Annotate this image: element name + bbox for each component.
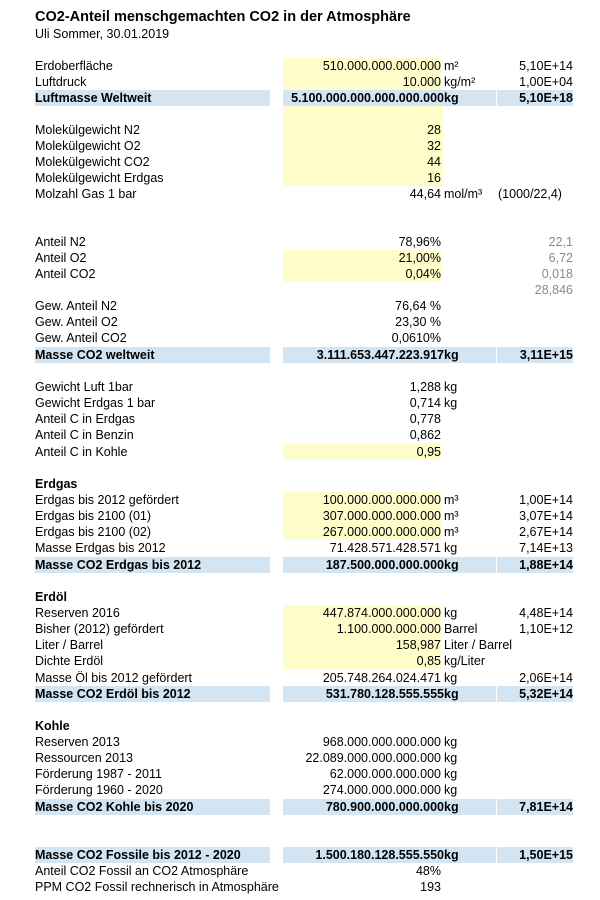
scientific-cell[interactable]: 28,846: [534, 283, 573, 297]
scientific-cell[interactable]: [497, 395, 573, 411]
table-row: [0, 411, 600, 427]
unit-cell[interactable]: mol/m³: [444, 187, 483, 201]
value-cell[interactable]: 5.100.000.000.000.000.000: [283, 90, 444, 106]
table-row: [0, 154, 600, 170]
value-cell[interactable]: 1.500.180.128.555.550: [283, 847, 444, 863]
sheet-subtitle: Uli Sommer, 30.01.2019: [35, 27, 170, 41]
scientific-cell[interactable]: [497, 298, 573, 314]
table-row: [0, 605, 600, 621]
scientific-cell[interactable]: [497, 138, 573, 154]
unit-cell[interactable]: kg/Liter: [444, 654, 485, 668]
label-cell[interactable]: Molekülgewicht N2: [35, 123, 140, 137]
unit-cell[interactable]: kg: [444, 671, 458, 685]
table-row: [0, 540, 600, 556]
value-cell[interactable]: 76,64 %: [395, 299, 441, 313]
unit-cell[interactable]: m³: [444, 493, 459, 507]
scientific-cell[interactable]: [497, 122, 573, 138]
label-cell[interactable]: Molekülgewicht O2: [35, 139, 141, 153]
value-cell[interactable]: 205.748.264.024.471: [322, 671, 441, 685]
scientific-cell[interactable]: 5,10E+14: [519, 59, 573, 73]
table-row: [0, 314, 600, 330]
unit-cell[interactable]: [444, 298, 496, 314]
label-cell[interactable]: Anteil C in Benzin: [35, 428, 134, 442]
label-cell[interactable]: Erdöl: [35, 590, 67, 604]
label-cell[interactable]: Kohle: [35, 719, 70, 733]
scientific-cell[interactable]: 1,00E+04: [519, 75, 573, 89]
scientific-cell[interactable]: 0,018: [541, 267, 573, 281]
table-row: [0, 74, 600, 90]
unit-cell[interactable]: Barrel: [444, 622, 478, 636]
label-cell[interactable]: Anteil CO2 Fossil an CO2 Atmosphäre: [35, 864, 249, 878]
unit-cell[interactable]: [444, 863, 496, 879]
scientific-cell[interactable]: [497, 170, 573, 186]
table-row: [0, 298, 600, 314]
value-cell[interactable]: 274.000.000.000.000: [322, 783, 441, 797]
scientific-cell[interactable]: 7,14E+13: [519, 541, 573, 555]
label-cell[interactable]: [35, 282, 275, 298]
value-cell[interactable]: 267.000.000.000.000: [283, 524, 441, 540]
label-cell[interactable]: Masse Erdgas bis 2012: [35, 541, 166, 555]
table-row: [0, 670, 600, 686]
label-cell[interactable]: Masse CO2 Kohle bis 2020: [35, 799, 270, 815]
table-row: [0, 750, 600, 766]
section-header: [0, 718, 600, 734]
table-row: [0, 58, 600, 74]
unit-cell[interactable]: [444, 170, 496, 186]
unit-cell[interactable]: kg: [444, 606, 458, 620]
total-row: [0, 347, 600, 363]
unit-cell[interactable]: kg: [444, 767, 458, 781]
value-cell[interactable]: 48%: [415, 864, 441, 878]
value-cell[interactable]: 447.874.000.000.000: [283, 605, 441, 621]
scientific-cell[interactable]: 2,06E+14: [519, 671, 573, 685]
label-cell[interactable]: Liter / Barrel: [35, 638, 104, 652]
scientific-cell[interactable]: [497, 379, 573, 395]
label-cell[interactable]: PPM CO2 Fossil rechnerisch in Atmosphäre: [35, 880, 279, 894]
label-cell[interactable]: Anteil CO2: [35, 267, 96, 281]
value-cell[interactable]: 158,987: [283, 637, 441, 653]
unit-cell[interactable]: [444, 411, 496, 427]
total-row: [0, 847, 600, 863]
value-cell[interactable]: 0,04%: [283, 266, 441, 282]
value-cell[interactable]: 71.428.571.428.571: [329, 541, 441, 555]
unit-cell[interactable]: kg: [444, 90, 496, 106]
label-cell[interactable]: Erdgas: [35, 477, 78, 491]
value-cell[interactable]: 780.900.000.000.000: [283, 799, 444, 815]
unit-cell[interactable]: [444, 282, 496, 298]
unit-cell[interactable]: [444, 427, 496, 443]
value-cell[interactable]: 32: [283, 138, 441, 154]
scientific-cell[interactable]: [497, 427, 573, 443]
section-header: [0, 589, 600, 605]
scientific-cell[interactable]: 7,81E+14: [497, 799, 573, 815]
unit-cell[interactable]: kg/m²: [444, 75, 476, 89]
scientific-cell[interactable]: 4,48E+14: [519, 606, 573, 620]
label-cell[interactable]: Erdgas bis 2100 (02): [35, 525, 152, 539]
value-cell[interactable]: 62.000.000.000.000: [329, 767, 441, 781]
value-cell[interactable]: 307.000.000.000.000: [283, 508, 441, 524]
scientific-cell[interactable]: [497, 653, 573, 669]
label-cell[interactable]: Anteil C in Erdgas: [35, 412, 136, 426]
label-cell[interactable]: Luftmasse Weltweit: [35, 90, 270, 106]
value-cell[interactable]: 10.000: [283, 74, 441, 90]
unit-cell[interactable]: [444, 314, 496, 330]
label-cell[interactable]: Masse Öl bis 2012 gefördert: [35, 671, 193, 685]
value-cell[interactable]: 1.100.000.000.000: [283, 621, 441, 637]
scientific-cell[interactable]: [497, 879, 573, 895]
table-row: [0, 508, 600, 524]
label-cell[interactable]: Masse CO2 weltweit: [35, 347, 270, 363]
table-row: [0, 234, 600, 250]
table-row: [0, 282, 600, 298]
table-row: [0, 734, 600, 750]
unit-cell[interactable]: kg: [444, 347, 496, 363]
label-cell[interactable]: Gew. Anteil O2: [35, 315, 118, 329]
sheet-title: CO2-Anteil menschgemachten CO2 in der Atmosphäre: [35, 9, 411, 25]
total-row: [0, 799, 600, 815]
table-row: [0, 444, 600, 460]
label-cell[interactable]: Dichte Erdöl: [35, 654, 104, 668]
unit-cell[interactable]: kg: [444, 783, 458, 797]
table-row: [0, 266, 600, 282]
scientific-cell[interactable]: 22,1: [548, 235, 573, 249]
value-cell[interactable]: 510.000.000.000.000: [283, 58, 441, 74]
table-row: [0, 250, 600, 266]
scientific-cell[interactable]: [497, 411, 573, 427]
label-cell[interactable]: Masse CO2 Fossile bis 2012 - 2020: [35, 847, 270, 863]
table-row: [0, 427, 600, 443]
label-cell[interactable]: Anteil N2: [35, 235, 86, 249]
unit-cell[interactable]: [444, 444, 496, 460]
scientific-cell[interactable]: [497, 863, 573, 879]
scientific-cell[interactable]: 2,67E+14: [519, 525, 573, 539]
label-cell[interactable]: Reserven 2016: [35, 606, 120, 620]
scientific-cell[interactable]: 6,72: [548, 251, 573, 265]
label-cell[interactable]: Gew. Anteil N2: [35, 299, 117, 313]
scientific-cell[interactable]: [497, 444, 573, 460]
label-cell[interactable]: Masse CO2 Erdgas bis 2012: [35, 557, 270, 573]
value-cell[interactable]: 187.500.000.000.000: [283, 557, 444, 573]
unit-cell[interactable]: kg: [444, 557, 496, 573]
value-cell[interactable]: 0,714: [409, 396, 441, 410]
label-cell[interactable]: Gewicht Luft 1bar: [35, 380, 133, 394]
label-cell[interactable]: Förderung 1987 - 2011: [35, 767, 162, 781]
unit-cell[interactable]: Liter / Barrel: [444, 638, 513, 652]
label-cell[interactable]: Luftdruck: [35, 75, 87, 89]
unit-cell[interactable]: [444, 154, 496, 170]
scientific-cell[interactable]: 1,50E+15: [497, 847, 573, 863]
table-row: [0, 186, 600, 202]
value-cell[interactable]: 44: [283, 154, 441, 170]
scientific-cell[interactable]: [497, 637, 573, 653]
unit-cell[interactable]: kg: [444, 751, 458, 765]
value-cell[interactable]: 28: [283, 122, 441, 138]
label-cell[interactable]: Gew. Anteil CO2: [35, 331, 127, 345]
value-cell[interactable]: 44,64: [409, 187, 441, 201]
table-row: [0, 330, 600, 346]
total-row: [0, 90, 600, 106]
scientific-cell[interactable]: [497, 734, 573, 750]
value-cell[interactable]: 16: [283, 170, 441, 186]
table-row: [0, 524, 600, 540]
value-cell[interactable]: 0,95: [283, 444, 441, 460]
unit-cell[interactable]: kg: [444, 686, 496, 702]
label-cell[interactable]: Masse CO2 Erdöl bis 2012: [35, 686, 270, 702]
total-row: [0, 557, 600, 573]
label-cell[interactable]: Erdoberfläche: [35, 59, 113, 73]
unit-cell[interactable]: kg: [444, 396, 458, 410]
unit-cell[interactable]: [444, 138, 496, 154]
table-row: [0, 379, 600, 395]
table-row: [0, 766, 600, 782]
value-cell[interactable]: 0,862: [409, 428, 441, 442]
table-row: [0, 782, 600, 798]
label-cell[interactable]: Erdgas bis 2100 (01): [35, 509, 152, 523]
table-row: [0, 863, 600, 879]
value-cell[interactable]: 968.000.000.000.000: [322, 735, 441, 749]
label-cell[interactable]: Anteil O2: [35, 251, 87, 265]
label-cell[interactable]: Molekülgewicht CO2: [35, 155, 150, 169]
table-row: [0, 170, 600, 186]
value-cell[interactable]: 193: [420, 880, 441, 894]
scientific-cell[interactable]: [497, 314, 573, 330]
unit-cell[interactable]: kg: [444, 847, 496, 863]
table-row: [0, 395, 600, 411]
table-row: [0, 637, 600, 653]
label-cell[interactable]: Erdgas bis 2012 gefördert: [35, 493, 179, 507]
scientific-cell[interactable]: [497, 766, 573, 782]
note-cell[interactable]: (1000/22,4): [498, 187, 562, 201]
value-cell[interactable]: 100.000.000.000.000: [283, 492, 441, 508]
label-cell[interactable]: Molzahl Gas 1 bar: [35, 187, 137, 201]
unit-cell[interactable]: kg: [444, 799, 496, 815]
unit-cell[interactable]: m³: [444, 509, 459, 523]
label-cell[interactable]: Gewicht Erdgas 1 bar: [35, 396, 156, 410]
unit-cell[interactable]: kg: [444, 541, 458, 555]
unit-cell[interactable]: [444, 234, 496, 250]
value-cell[interactable]: 22.089.000.000.000.000: [305, 751, 441, 765]
section-header: [0, 476, 600, 492]
table-row: [0, 621, 600, 637]
value-cell[interactable]: 78,96%: [398, 235, 441, 249]
scientific-cell[interactable]: 1,00E+14: [519, 493, 573, 507]
value-cell[interactable]: 21,00%: [283, 250, 441, 266]
scientific-cell[interactable]: [497, 154, 573, 170]
scientific-cell[interactable]: 1,88E+14: [497, 557, 573, 573]
unit-cell[interactable]: [444, 879, 496, 895]
scientific-cell[interactable]: 1,10E+12: [519, 622, 573, 636]
scientific-cell[interactable]: [497, 782, 573, 798]
value-cell[interactable]: 531.780.128.555.555: [283, 686, 444, 702]
unit-cell[interactable]: [444, 250, 496, 266]
label-cell[interactable]: Ressourcen 2013: [35, 751, 133, 765]
value-cell[interactable]: 0,0610%: [391, 331, 441, 345]
label-cell[interactable]: Anteil C in Kohle: [35, 445, 128, 459]
value-cell[interactable]: 23,30 %: [395, 315, 441, 329]
unit-cell[interactable]: m³: [444, 525, 459, 539]
table-row: [0, 122, 600, 138]
total-row: [0, 686, 600, 702]
unit-cell[interactable]: [444, 266, 496, 282]
table-row: [0, 138, 600, 154]
scientific-cell[interactable]: 3,07E+14: [519, 509, 573, 523]
label-cell[interactable]: Förderung 1960 - 2020: [35, 783, 163, 797]
scientific-cell[interactable]: [497, 330, 573, 346]
value-cell[interactable]: 1,288: [409, 380, 441, 394]
label-cell[interactable]: Bisher (2012) gefördert: [35, 622, 164, 636]
value-cell[interactable]: 3.111.653.447.223.917: [283, 347, 444, 363]
scientific-cell[interactable]: 5,10E+18: [497, 90, 573, 106]
label-cell[interactable]: Molekülgewicht Erdgas: [35, 171, 164, 185]
value-cell[interactable]: 0,778: [409, 412, 441, 426]
table-row: [0, 492, 600, 508]
table-row: [0, 879, 600, 895]
value-cell[interactable]: 0,85: [283, 653, 441, 669]
table-row: [0, 653, 600, 669]
unit-cell[interactable]: [444, 122, 496, 138]
unit-cell[interactable]: [444, 330, 496, 346]
scientific-cell[interactable]: 3,11E+15: [497, 347, 573, 363]
label-cell[interactable]: Reserven 2013: [35, 735, 120, 749]
unit-cell[interactable]: m²: [444, 59, 459, 73]
scientific-cell[interactable]: [497, 750, 573, 766]
unit-cell[interactable]: kg: [444, 735, 458, 749]
unit-cell[interactable]: kg: [444, 380, 458, 394]
value-cell[interactable]: [283, 282, 441, 298]
scientific-cell[interactable]: 5,32E+14: [497, 686, 573, 702]
